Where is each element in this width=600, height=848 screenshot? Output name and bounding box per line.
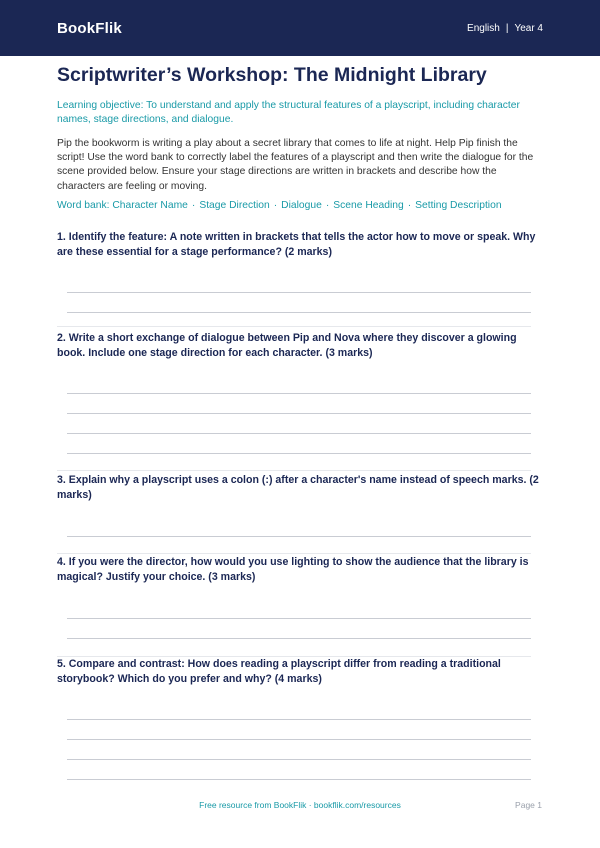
word-bank-separator: ·: [325, 200, 330, 211]
intro-paragraph: Pip the bookworm is writing a play about a secret library that comes to life at night. Help Pip finish the script! Use the word bank to correctly label the features of a playscript and then write the dialogue for the scene provided below. Ensure your stage directions are written in brackets and describe how the characters are feeling or moving.: [57, 138, 534, 192]
question-divider: [57, 553, 531, 554]
learning-objective: Learning objective: To understand and apply the structural features of a playscript, including character names, stage directions, and dialogue.: [57, 100, 520, 125]
answer-line-q5[interactable]: [67, 759, 531, 760]
page-header: [0, 0, 600, 56]
answer-line-q2[interactable]: [67, 413, 531, 414]
subject-label: English: [467, 22, 500, 34]
question-2: 2. Write a short exchange of dialogue between Pip and Nova where they discover a glowing book. Include one stage direction for each character. (3 marks): [57, 332, 517, 359]
question-1: 1. Identify the feature: A note written in brackets that tells the actor how to move or speak. Why are these essential for a stage performance? (2 marks): [57, 231, 536, 258]
answer-line-q2[interactable]: [67, 453, 531, 454]
word-bank-separator: ·: [191, 200, 196, 211]
word-bank: [57, 199, 547, 213]
header-meta: [467, 23, 543, 34]
header-separator: |: [505, 22, 509, 34]
word-bank-item: Character Name: [112, 200, 188, 211]
question-3: 3. Explain why a playscript uses a colon (:) after a character's name instead of speech marks. (2 marks): [57, 474, 539, 501]
answer-line-q3[interactable]: [67, 536, 531, 537]
worksheet-title: Scriptwriter’s Workshop: The Midnight Library: [57, 64, 487, 86]
year-label: Year 4: [514, 22, 543, 34]
question-5: 5. Compare and contrast: How does reading a playscript differ from reading a traditional storybook? Which do you prefer and why? (4 marks): [57, 658, 501, 685]
answer-line-q2[interactable]: [67, 433, 531, 434]
word-bank-separator: ·: [407, 200, 412, 211]
question-4: 4. If you were the director, how would you use lighting to show the audience that the library is magical? Justify your choice. (3 marks): [57, 556, 529, 583]
word-bank-item: Scene Heading: [333, 200, 404, 211]
question-divider: [57, 326, 531, 327]
brand-logo[interactable]: BookFlik: [57, 19, 122, 37]
answer-line-q1[interactable]: [67, 292, 531, 293]
answer-line-q4[interactable]: [67, 638, 531, 639]
word-bank-item: Stage Direction: [199, 200, 270, 211]
answer-line-q5[interactable]: [67, 779, 531, 780]
page-footer: [0, 800, 600, 814]
word-bank-label: Word bank:: [57, 200, 110, 211]
word-bank-separator: ·: [273, 200, 278, 211]
answer-line-q2[interactable]: [67, 393, 531, 394]
answer-line-q4[interactable]: [67, 618, 531, 619]
word-bank-item: Dialogue: [281, 200, 322, 211]
word-bank-item: Setting Description: [415, 200, 502, 211]
footer-credit-link[interactable]: Free resource from BookFlik · bookflik.com/resources: [199, 800, 401, 810]
answer-line-q1[interactable]: [67, 312, 531, 313]
answer-line-q5[interactable]: [67, 739, 531, 740]
question-divider: [57, 470, 531, 471]
answer-line-q5[interactable]: [67, 719, 531, 720]
page-number: Page 1: [515, 800, 542, 810]
